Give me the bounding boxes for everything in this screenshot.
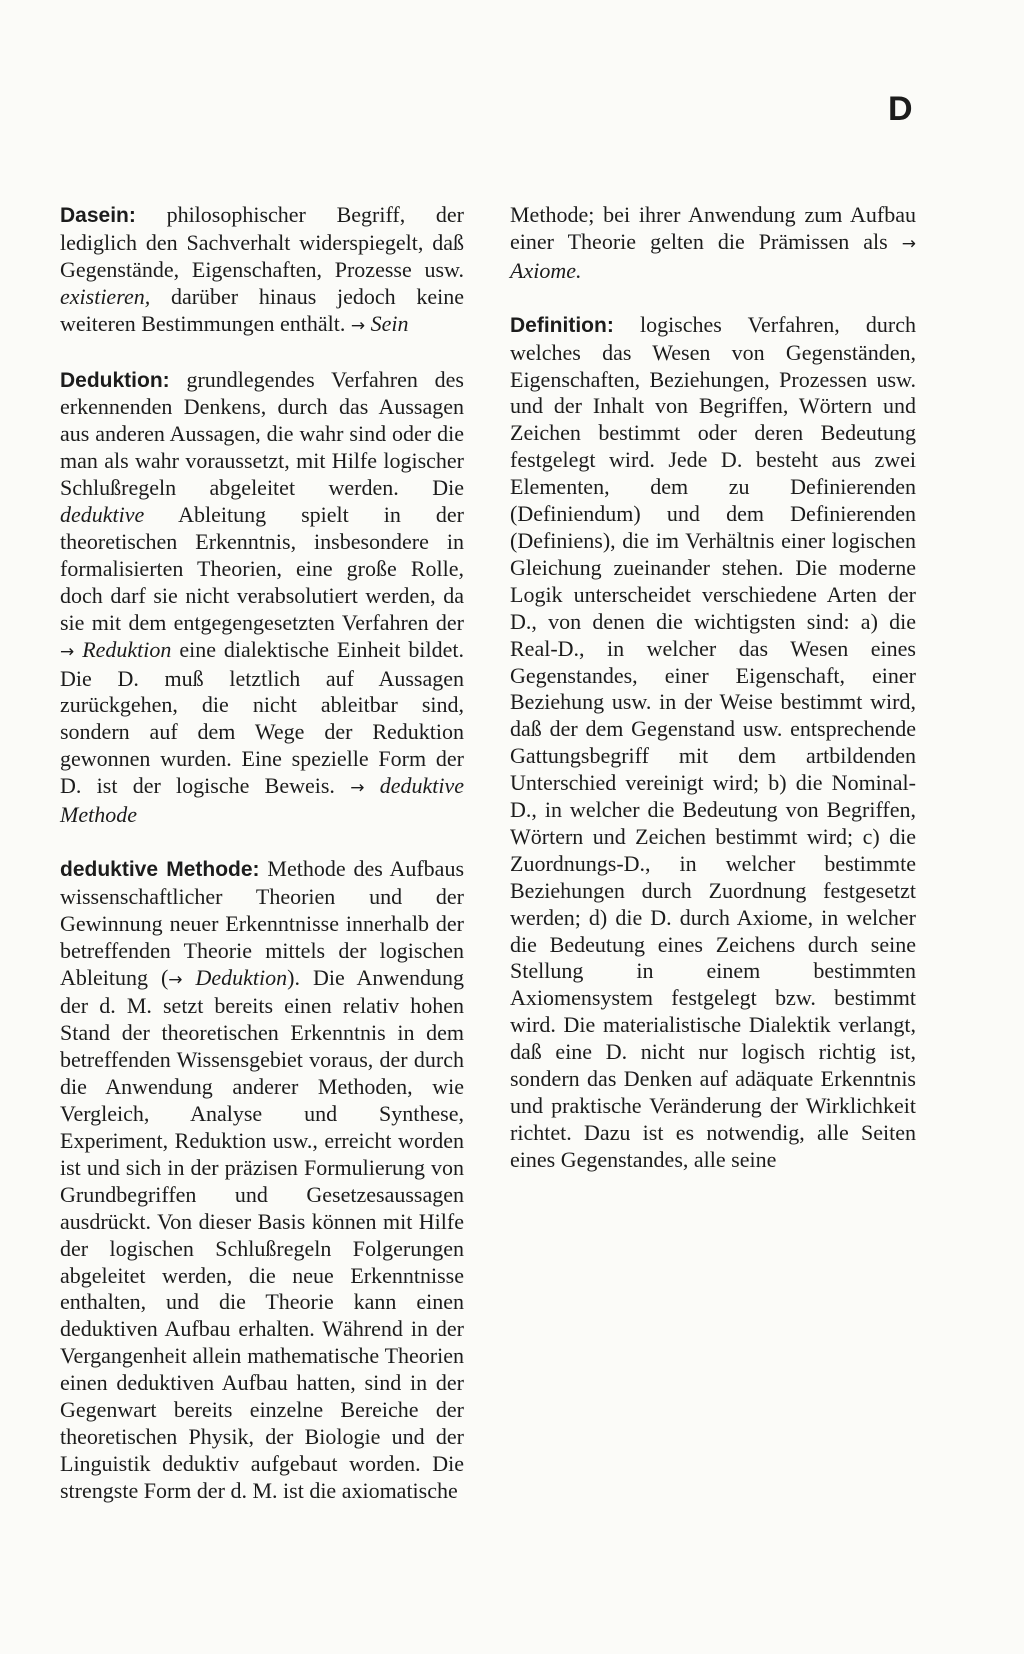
- entry-dasein-text: [60, 202, 464, 340]
- entry-term: Definition:: [510, 313, 614, 337]
- cross-reference-link[interactable]: deduktive Methode: [60, 773, 464, 828]
- entry-emphasis: existieren,: [60, 283, 151, 309]
- cross-reference-link[interactable]: Axiome.: [510, 257, 582, 283]
- entry-deduktive-methode: [60, 856, 464, 1505]
- right-column: [510, 202, 916, 1201]
- entry-term: deduktive Methode:: [60, 857, 260, 881]
- cross-reference-link[interactable]: Sein: [370, 310, 409, 336]
- entry-body: Methode des Aufbaus wissenschaftlicher Theorien und der Gewinnung neuer Erkenntnisse innerhalb der betreffenden Theorie mittels der logischen Ableitung (: [60, 855, 465, 990]
- cross-reference-arrow-icon: →: [350, 315, 366, 336]
- entry-body: Methode; bei ihrer Anwendung zum Aufbau einer Theorie gelten die Prämissen als: [510, 202, 916, 254]
- entry-deduktion-text: [60, 367, 464, 829]
- entry-body: grundlegendes Verfahren des erkennenden Denkens, durch das Aussagen aus anderen Aussagen, die wahr sind oder die man als wahr voraussetzt, mit Hilfe logischer Schlußregeln abgeleitet werden. Die: [60, 366, 464, 501]
- entry-deduktive-methode-text: [60, 856, 464, 1505]
- cross-reference-arrow-icon: →: [350, 778, 365, 799]
- entry-body: darüber hinaus jedoch keine weiteren Bestimmungen enthält.: [60, 283, 465, 336]
- cross-reference-arrow-icon: →: [901, 233, 917, 254]
- entry-body: Ableitung spielt in der theoretischen Erkenntnis, insbesondere in formalisierten Theorien, eine große Rolle, doch darf sie nicht verabsolutiert werden, da sie mit dem entgegengesetzten Verfahren der: [60, 502, 464, 635]
- entry-body: logisches Verfahren, durch welches das Wesen von Gegenständen, Eigenschaften, Beziehungen, Prozessen usw. und der Inhalt von Begriffen, Wörtern und Zeichen bestimmt oder deren Bedeutung festgelegt wird. Jede D. besteht aus zwei Elementen, dem zu Definierenden (Definiendum) und dem Definierenden (Definiens), die im Verhältnis einer logischen Gleichung zueinander stehen. Die moderne Logik unterscheidet verschiedene Arten der D., von denen die wichtigsten sind: a) die Real-D., in welcher das Wesen eines Gegenstandes, einer Eigenschaft, einer Beziehung usw. in der Weise bestimmt wird, daß der dem Gegenstand usw. entsprechende Gattungsbegriff mit dem artbildenden Unterschied vereinigt wird; b) die Nominal-D., in welcher die Bedeutung von Begriffen, Wörtern und Zeichen bestimmt wird; c) die Zuordnungs-D., in welcher bestimmte Beziehungen durch Zuordnung festgesetzt werden; d) die D. durch Axiome, in welcher die Bedeutung eines Zeichens durch seine Stellung in einem bestimmten Axiomensystem festgelegt bzw. bestimmt wird. Die materialistische Dialektik verlangt, daß eine D. nicht nur logisch richtig ist, sondern das Denken auf adäquate Erkenntnis und praktische Veränderung der Wirklichkeit richtet. Dazu ist es notwendig, alle Seiten eines Gegenstandes, alle seine: [510, 311, 917, 1172]
- entry-body: eine dialektische Einheit bildet. Die D. muß letztlich auf Aussagen zurückgehen, die nicht ableitbar sind, sondern auf dem Wege der Reduktion gewonnen wurden. Eine spezielle Form der D. ist der logische Beweis.: [60, 636, 464, 799]
- cross-reference-link[interactable]: Deduktion: [195, 964, 288, 990]
- entry-deduktive-methode-continued: [510, 202, 916, 285]
- entry-definition-text: [510, 312, 916, 1174]
- entry-deduktion: [60, 367, 464, 829]
- entry-emphasis: deduktive: [60, 502, 145, 528]
- entry-deduktive-methode-text-continued: [510, 202, 916, 285]
- entry-definition: [510, 312, 916, 1174]
- entry-body: ). Die Anwendung der d. M. setzt bereits einen relativ hohen Stand der theoretischen Erkenntnis in dem betreffenden Wissensgebiet voraus, der durch die Anwendung anderer Methoden, wie Vergleich, Analyse und Synthese, Experiment, Reduktion usw., erreicht worden ist und sich in der präzisen Formulierung von Grundbegriffen und Gesetzesaussagen ausdrückt. Von dieser Basis können mit Hilfe der logischen Schlußregeln Folgerungen abgeleitet werden, die neue Erkenntnisse enthalten, und die Theorie kann einen deduktiven Aufbau erhalten. Während in der Vergangenheit allein mathematische Theorien einen deduktiven Aufbau hatten, sind in der Gegenwart bereits einzelne Bereiche der theoretischen Physik, der Biologie und der Linguistik deduktiv aufgebaut worden. Die strengste Form der d. M. ist die axiomatische: [60, 964, 464, 1503]
- entry-body: philosophischer Begriff, der lediglich den Sachverhalt widerspiegelt, daß Gegenstände, Eigenschaften, Prozesse usw.: [60, 202, 464, 282]
- entry-term: Deduktion:: [60, 368, 170, 392]
- entry-term: Dasein:: [60, 204, 136, 227]
- cross-reference-arrow-icon: →: [168, 969, 183, 990]
- cross-reference-link[interactable]: Reduktion: [82, 636, 172, 662]
- section-letter: D: [888, 90, 913, 128]
- cross-reference-arrow-icon: →: [60, 641, 75, 662]
- left-column: [60, 202, 464, 1532]
- entry-dasein: [60, 202, 464, 340]
